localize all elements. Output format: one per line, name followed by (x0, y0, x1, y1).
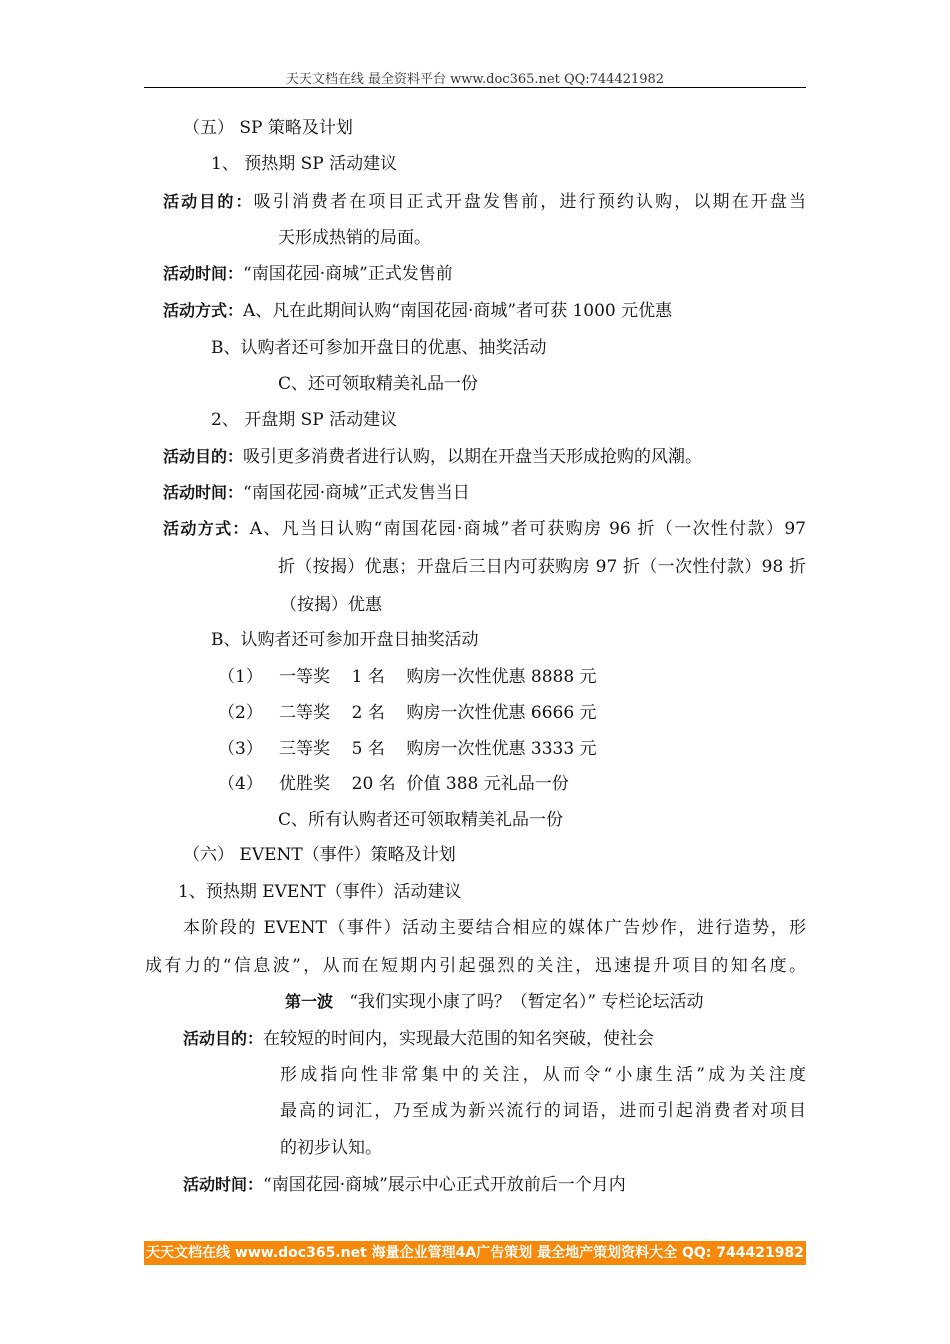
prize-row: （2） 二等奖 2 名 购房一次性优惠 6666 元 (218, 703, 597, 723)
label: 活动方式： (163, 519, 250, 538)
paragraph-line (163, 517, 806, 541)
prize-row: （4） 优胜奖 20 名 价值 388 元礼品一份 (218, 774, 569, 794)
text: 吸引更多消费者进行认购，以期在开盘当天形成抢购的风潮。 (243, 447, 703, 467)
page-header: 天天文档在线 最全资料平台 www.doc365.net QQ:744421982 (285, 72, 665, 87)
subsection-heading: 1、 预热期 SP 活动建议 (211, 154, 398, 174)
prize-row: （3） 三等奖 5 名 购房一次性优惠 3333 元 (218, 739, 597, 759)
label: 活动目的： (183, 1029, 264, 1048)
text: “南国花园·商城”正式发售当日 (243, 483, 470, 503)
paragraph-line: 成有力的“信息波”，从而在短期内引起强烈的关注，迅速提升项目的知名度。 (145, 956, 806, 976)
section-heading: （六） EVENT（事件）策略及计划 (183, 845, 456, 865)
subsection-heading: 2、 开盘期 SP 活动建议 (211, 410, 398, 430)
label: 活动时间： (183, 1175, 264, 1194)
footer-banner: 天天文档在线 www.doc365.net 海量企业管理4A广告策划 最全地产策划资料大全 QQ: 744421982 (144, 1241, 806, 1265)
paragraph-line: （按揭）优惠 (280, 595, 382, 615)
paragraph-line: C、所有认购者还可领取精美礼品一份 (278, 810, 564, 830)
paragraph-line (163, 445, 702, 469)
paragraph-line (163, 190, 806, 214)
text: “南国花园·商城”展示中心正式开放前后一个月内 (263, 1175, 626, 1195)
label: 活动时间： (163, 483, 244, 502)
text: 吸引消费者在项目正式开盘发售前，进行预约认购，以期在开盘当 (253, 192, 806, 212)
label: 活动目的： (163, 192, 254, 211)
paragraph-line: B、认购者还可参加开盘日抽奖活动 (211, 630, 479, 650)
text: “南国花园·商城”正式发售前 (243, 264, 453, 284)
label: 活动方式： (163, 301, 244, 320)
wave-heading (285, 990, 704, 1014)
paragraph-line (163, 262, 453, 286)
paragraph-line: B、认购者还可参加开盘日的优惠、抽奖活动 (211, 338, 547, 358)
text: “我们实现小康了吗？（暂定名）” 专栏论坛活动 (333, 992, 704, 1012)
paragraph-line: 的初步认知。 (280, 1138, 382, 1158)
paragraph-line: C、还可领取精美礼品一份 (278, 374, 479, 394)
paragraph-line (183, 1173, 626, 1197)
paragraph-line (163, 299, 672, 323)
paragraph-line: 天形成热销的局面。 (278, 228, 431, 248)
paragraph-line: 最高的词汇，乃至成为新兴流行的词语，进而引起消费者对项目 (280, 1101, 806, 1121)
paragraph-line (163, 481, 470, 505)
label: 活动目的： (163, 447, 244, 466)
paragraph-line (183, 1027, 654, 1051)
text: 在较短的时间内，实现最大范围的知名突破，使社会 (263, 1029, 655, 1049)
section-heading: （五） SP 策略及计划 (183, 118, 353, 138)
label: 活动时间： (163, 264, 244, 283)
header-divider (144, 87, 806, 88)
paragraph-line: 本阶段的 EVENT（事件）活动主要结合相应的媒体广告炒作，进行造势，形 (183, 918, 806, 938)
text: A、凡在此期间认购“南国花园·商城”者可获 1000 元优惠 (243, 301, 673, 321)
paragraph-line: 形成指向性非常集中的关注，从而令“小康生活”成为关注度 (280, 1065, 806, 1085)
text: A、凡当日认购“南国花园·商城”者可获购房 96 折（一次性付款）97 (249, 519, 806, 539)
subsection-heading: 1、预热期 EVENT（事件）活动建议 (178, 882, 462, 902)
label: 第一波 (285, 992, 334, 1011)
prize-row: （1） 一等奖 1 名 购房一次性优惠 8888 元 (218, 667, 597, 687)
paragraph-line: 折（按揭）优惠；开盘后三日内可获购房 97 折（一次性付款）98 折 (278, 557, 806, 577)
